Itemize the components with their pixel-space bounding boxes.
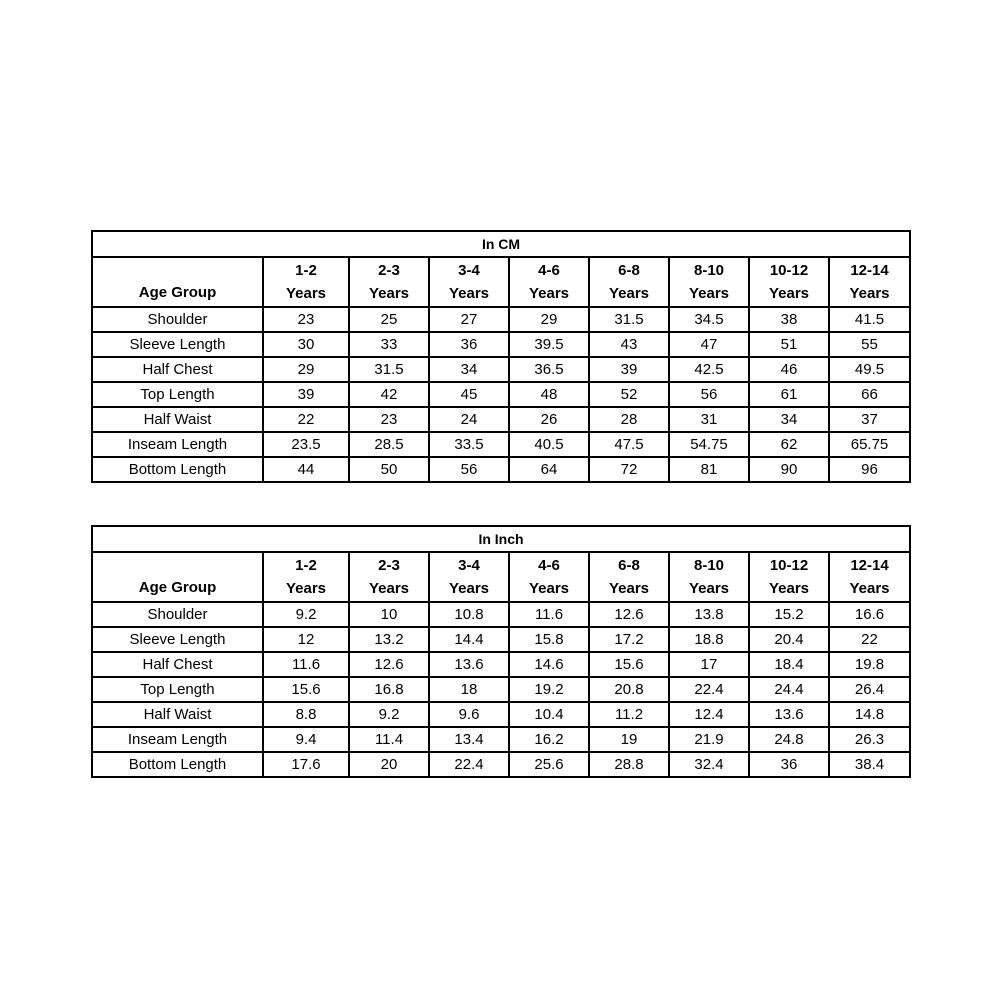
table-cell: 23.5 bbox=[263, 432, 349, 457]
table-cell: 41.5 bbox=[829, 307, 910, 332]
table-cell: 18.8 bbox=[669, 627, 749, 652]
table-cell: 56 bbox=[669, 382, 749, 407]
table-row bbox=[92, 602, 910, 627]
table-cell: 43 bbox=[589, 332, 669, 357]
table-row bbox=[92, 652, 910, 677]
table-cell: 72 bbox=[589, 457, 669, 482]
table-cell: 13.6 bbox=[749, 702, 829, 727]
size-table-inch bbox=[91, 525, 911, 778]
table-cell: 12 bbox=[263, 627, 349, 652]
table-cell: 28.8 bbox=[589, 752, 669, 777]
table-cell: 62 bbox=[749, 432, 829, 457]
table-cell: 11.4 bbox=[349, 727, 429, 752]
table-cell: 13.2 bbox=[349, 627, 429, 652]
table-cell: 22.4 bbox=[429, 752, 509, 777]
table-cell: 9.2 bbox=[349, 702, 429, 727]
header-row bbox=[92, 257, 910, 307]
row-label: Top Length bbox=[92, 677, 263, 702]
table-row bbox=[92, 407, 910, 432]
column-header: 10-12 Years bbox=[749, 552, 829, 602]
table-cell: 96 bbox=[829, 457, 910, 482]
table-cell: 33.5 bbox=[429, 432, 509, 457]
table-row bbox=[92, 627, 910, 652]
table-cell: 26.4 bbox=[829, 677, 910, 702]
row-label: Bottom Length bbox=[92, 752, 263, 777]
table-cell: 23 bbox=[263, 307, 349, 332]
table-cell: 65.75 bbox=[829, 432, 910, 457]
table-cell: 38.4 bbox=[829, 752, 910, 777]
table-cell: 9.4 bbox=[263, 727, 349, 752]
table-row bbox=[92, 382, 910, 407]
table-cell: 14.4 bbox=[429, 627, 509, 652]
table-cell: 11.6 bbox=[263, 652, 349, 677]
row-label: Half Waist bbox=[92, 702, 263, 727]
column-header: 4-6 Years bbox=[509, 257, 589, 307]
table-cell: 12.4 bbox=[669, 702, 749, 727]
table-cell: 54.75 bbox=[669, 432, 749, 457]
table-cell: 44 bbox=[263, 457, 349, 482]
table-cell: 25 bbox=[349, 307, 429, 332]
table-cell: 22.4 bbox=[669, 677, 749, 702]
table-cell: 55 bbox=[829, 332, 910, 357]
table-cell: 23 bbox=[349, 407, 429, 432]
column-header: 1-2 Years bbox=[263, 552, 349, 602]
table-cell: 21.9 bbox=[669, 727, 749, 752]
table-cell: 37 bbox=[829, 407, 910, 432]
table-cell: 15.2 bbox=[749, 602, 829, 627]
table-cell: 20 bbox=[349, 752, 429, 777]
table-cell: 10.4 bbox=[509, 702, 589, 727]
table-cell: 18.4 bbox=[749, 652, 829, 677]
table-cell: 18 bbox=[429, 677, 509, 702]
column-header: 8-10 Years bbox=[669, 552, 749, 602]
column-header: 6-8 Years bbox=[589, 257, 669, 307]
row-label: Half Chest bbox=[92, 357, 263, 382]
table-cell: 12.6 bbox=[349, 652, 429, 677]
column-header: 8-10 Years bbox=[669, 257, 749, 307]
table-row bbox=[92, 332, 910, 357]
table-cell: 9.2 bbox=[263, 602, 349, 627]
table-cell: 42.5 bbox=[669, 357, 749, 382]
table-cell: 11.2 bbox=[589, 702, 669, 727]
table-row bbox=[92, 752, 910, 777]
table-cell: 24.4 bbox=[749, 677, 829, 702]
table-cell: 81 bbox=[669, 457, 749, 482]
table-cell: 19.2 bbox=[509, 677, 589, 702]
size-table-cm bbox=[91, 230, 911, 483]
header-row bbox=[92, 552, 910, 602]
table-cell: 12.6 bbox=[589, 602, 669, 627]
table-cell: 17 bbox=[669, 652, 749, 677]
row-label: Shoulder bbox=[92, 307, 263, 332]
table-cell: 32.4 bbox=[669, 752, 749, 777]
row-label: Half Chest bbox=[92, 652, 263, 677]
table-cell: 14.8 bbox=[829, 702, 910, 727]
table-cell: 34 bbox=[749, 407, 829, 432]
row-label: Inseam Length bbox=[92, 432, 263, 457]
row-label: Bottom Length bbox=[92, 457, 263, 482]
row-label: Sleeve Length bbox=[92, 627, 263, 652]
table-row bbox=[92, 307, 910, 332]
table-cell: 36.5 bbox=[509, 357, 589, 382]
table-cell: 26.3 bbox=[829, 727, 910, 752]
table-cell: 22 bbox=[263, 407, 349, 432]
table-cell: 24 bbox=[429, 407, 509, 432]
table-cell: 66 bbox=[829, 382, 910, 407]
table-row bbox=[92, 457, 910, 482]
table-cell: 39.5 bbox=[509, 332, 589, 357]
table-cell: 20.8 bbox=[589, 677, 669, 702]
table-cell: 36 bbox=[429, 332, 509, 357]
table-cell: 31.5 bbox=[349, 357, 429, 382]
row-label: Sleeve Length bbox=[92, 332, 263, 357]
table-cell: 61 bbox=[749, 382, 829, 407]
table-cell: 45 bbox=[429, 382, 509, 407]
column-header: 12-14 Years bbox=[829, 257, 910, 307]
table-cell: 64 bbox=[509, 457, 589, 482]
table-cell: 16.2 bbox=[509, 727, 589, 752]
column-header: 6-8 Years bbox=[589, 552, 669, 602]
row-label: Half Waist bbox=[92, 407, 263, 432]
column-header: 1-2 Years bbox=[263, 257, 349, 307]
table-cell: 8.8 bbox=[263, 702, 349, 727]
table-cell: 56 bbox=[429, 457, 509, 482]
table-cell: 90 bbox=[749, 457, 829, 482]
table-cell: 28 bbox=[589, 407, 669, 432]
table-cell: 29 bbox=[509, 307, 589, 332]
row-label: Inseam Length bbox=[92, 727, 263, 752]
table-cell: 40.5 bbox=[509, 432, 589, 457]
column-header: 3-4 Years bbox=[429, 257, 509, 307]
table-cell: 30 bbox=[263, 332, 349, 357]
table-cell: 19 bbox=[589, 727, 669, 752]
table-row bbox=[92, 677, 910, 702]
table-cell: 42 bbox=[349, 382, 429, 407]
table-cell: 24.8 bbox=[749, 727, 829, 752]
age-group-header: Age Group bbox=[92, 257, 263, 307]
table-cell: 15.6 bbox=[263, 677, 349, 702]
table-cell: 49.5 bbox=[829, 357, 910, 382]
table-cell: 10.8 bbox=[429, 602, 509, 627]
column-header: 2-3 Years bbox=[349, 257, 429, 307]
table-cell: 9.6 bbox=[429, 702, 509, 727]
table-cell: 46 bbox=[749, 357, 829, 382]
table-row bbox=[92, 432, 910, 457]
table-cell: 16.8 bbox=[349, 677, 429, 702]
table-row bbox=[92, 357, 910, 382]
table-cell: 11.6 bbox=[509, 602, 589, 627]
table-cell: 13.8 bbox=[669, 602, 749, 627]
table-row bbox=[92, 727, 910, 752]
table-cell: 31 bbox=[669, 407, 749, 432]
table-cell: 31.5 bbox=[589, 307, 669, 332]
table-cell: 38 bbox=[749, 307, 829, 332]
table-cell: 33 bbox=[349, 332, 429, 357]
table-cell: 28.5 bbox=[349, 432, 429, 457]
table-cell: 19.8 bbox=[829, 652, 910, 677]
table-row bbox=[92, 702, 910, 727]
table-cell: 26 bbox=[509, 407, 589, 432]
table-cell: 27 bbox=[429, 307, 509, 332]
table-cell: 15.8 bbox=[509, 627, 589, 652]
row-label: Top Length bbox=[92, 382, 263, 407]
table-cell: 50 bbox=[349, 457, 429, 482]
table-cell: 17.6 bbox=[263, 752, 349, 777]
table-cell: 52 bbox=[589, 382, 669, 407]
table-cell: 16.6 bbox=[829, 602, 910, 627]
table-cell: 29 bbox=[263, 357, 349, 382]
table-cell: 47 bbox=[669, 332, 749, 357]
table-cell: 34 bbox=[429, 357, 509, 382]
column-header: 4-6 Years bbox=[509, 552, 589, 602]
table-cell: 25.6 bbox=[509, 752, 589, 777]
table-cell: 39 bbox=[263, 382, 349, 407]
table-title: In Inch bbox=[92, 526, 910, 552]
table-cell: 48 bbox=[509, 382, 589, 407]
table-cell: 15.6 bbox=[589, 652, 669, 677]
column-header: 10-12 Years bbox=[749, 257, 829, 307]
table-cell: 20.4 bbox=[749, 627, 829, 652]
table-cell: 39 bbox=[589, 357, 669, 382]
table-cell: 17.2 bbox=[589, 627, 669, 652]
column-header: 3-4 Years bbox=[429, 552, 509, 602]
column-header: 2-3 Years bbox=[349, 552, 429, 602]
table-cell: 47.5 bbox=[589, 432, 669, 457]
row-label: Shoulder bbox=[92, 602, 263, 627]
table-cell: 10 bbox=[349, 602, 429, 627]
table-title: In CM bbox=[92, 231, 910, 257]
column-header: 12-14 Years bbox=[829, 552, 910, 602]
table-cell: 13.6 bbox=[429, 652, 509, 677]
table-cell: 14.6 bbox=[509, 652, 589, 677]
table-cell: 22 bbox=[829, 627, 910, 652]
age-group-header: Age Group bbox=[92, 552, 263, 602]
table-cell: 34.5 bbox=[669, 307, 749, 332]
table-cell: 36 bbox=[749, 752, 829, 777]
table-cell: 13.4 bbox=[429, 727, 509, 752]
table-cell: 51 bbox=[749, 332, 829, 357]
